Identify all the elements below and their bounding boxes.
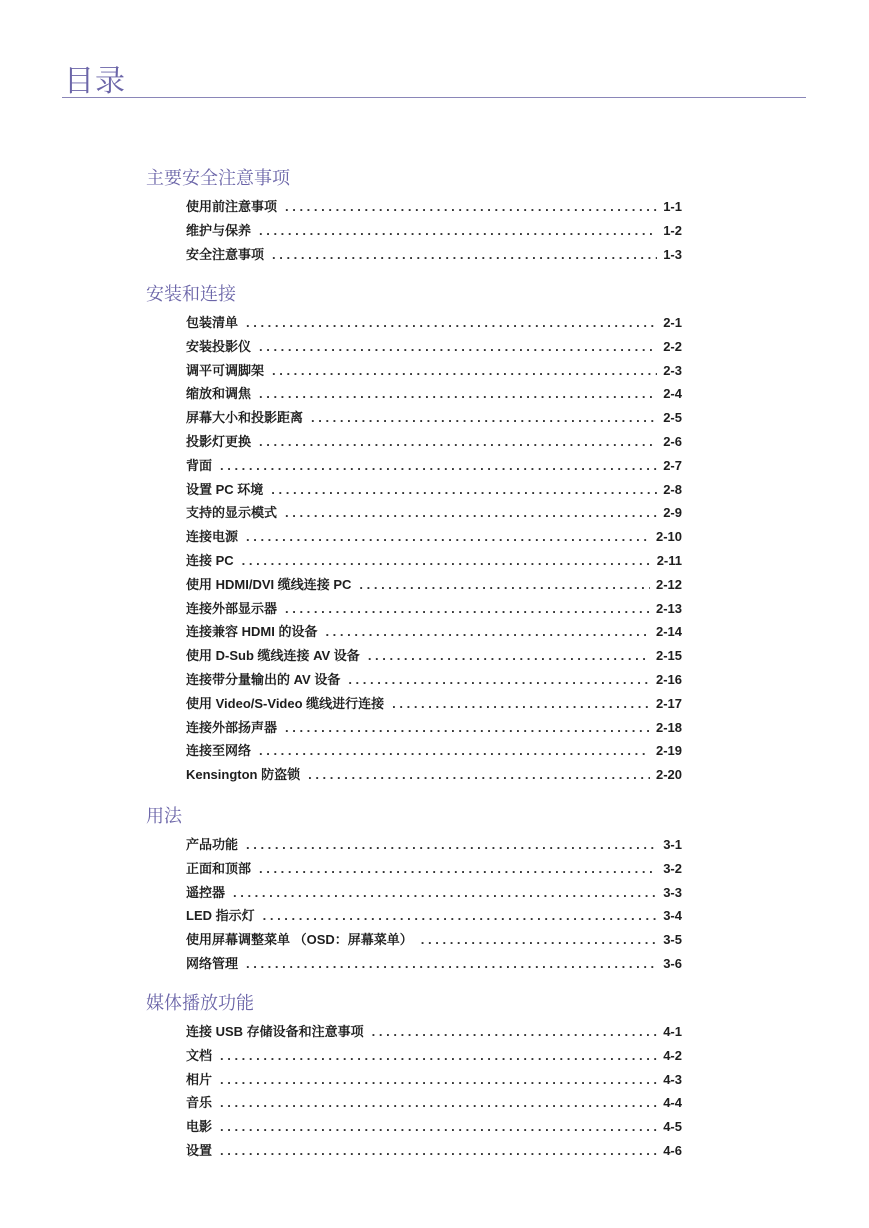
dot-leader	[272, 245, 657, 265]
toc-entry[interactable]	[186, 906, 682, 926]
toc-entry-label: 投影灯更换	[186, 434, 252, 449]
dot-leader	[359, 575, 650, 595]
section-title: 用法	[146, 806, 182, 827]
toc-entry[interactable]	[186, 1117, 682, 1137]
toc-entry-page-number: 4-3	[663, 1071, 682, 1087]
toc-entry[interactable]	[186, 313, 682, 333]
toc-entry-label: 包装清单	[186, 315, 239, 330]
toc-entry-label: 设置 PC 环境	[186, 481, 264, 497]
toc-entry-page-number: 2-10	[655, 529, 682, 545]
toc-entry-page-number: 2-6	[663, 434, 682, 449]
section-title: 安装和连接	[146, 284, 236, 305]
toc-entry-label: 相片	[186, 1071, 213, 1087]
dot-leader	[372, 1022, 658, 1042]
toc-entry[interactable]	[186, 432, 682, 452]
toc-entry-page-number: 2-9	[663, 505, 682, 521]
toc-entry[interactable]	[186, 1022, 682, 1042]
dot-leader	[308, 765, 650, 785]
toc-entry[interactable]	[186, 480, 682, 500]
toc-entry-page-number: 3-1	[663, 837, 682, 852]
dot-leader	[285, 599, 650, 619]
section-title: 媒体播放功能	[146, 993, 254, 1014]
toc-entry-label: 背面	[186, 457, 213, 473]
toc-entry-label: 电影	[186, 1119, 213, 1135]
toc-entry[interactable]	[186, 503, 682, 523]
dot-leader	[285, 718, 650, 738]
toc-entry-page-number: 2-5	[663, 410, 682, 426]
dot-leader	[220, 1093, 657, 1113]
toc-entry-page-number: 4-6	[663, 1143, 682, 1158]
toc-entry-page-number: 2-14	[655, 624, 682, 640]
dot-leader	[421, 930, 657, 950]
dot-leader	[233, 883, 657, 903]
toc-entry-label: 使用 D-Sub 缆线连接 AV 设备	[186, 648, 360, 664]
toc-entry-page-number: 2-4	[663, 386, 682, 402]
toc-entry-page-number: 2-17	[655, 695, 682, 711]
toc-entry-page-number: 1-2	[663, 222, 682, 238]
toc-entry[interactable]	[186, 883, 682, 903]
toc-entry-label: 使用 HDMI/DVI 缆线连接 PC	[186, 576, 352, 592]
toc-entry-page-number: 2-12	[655, 576, 682, 592]
dot-leader	[285, 503, 657, 523]
toc-entry-label: 连接 USB 存储设备和注意事项	[186, 1024, 364, 1039]
toc-entry[interactable]	[186, 197, 682, 217]
toc-entry-label: 使用屏幕调整菜单 （OSD：屏幕菜单）	[186, 932, 413, 948]
toc-entry-label: 连接带分量输出的 AV 设备	[186, 672, 341, 687]
toc-entry[interactable]	[186, 1141, 682, 1161]
toc-entry[interactable]	[186, 408, 682, 428]
dot-leader	[220, 1070, 657, 1090]
dot-leader	[263, 906, 658, 926]
dot-leader	[220, 1117, 657, 1137]
dot-leader	[259, 741, 650, 761]
toc-entry[interactable]	[186, 456, 682, 476]
dot-leader	[246, 527, 650, 547]
dot-leader	[246, 835, 657, 855]
dot-leader	[368, 646, 650, 666]
toc-entry-page-number: 2-16	[655, 672, 682, 687]
toc-entry[interactable]	[186, 1070, 682, 1090]
toc-entry-page-number: 3-3	[663, 884, 682, 900]
toc-entry-page-number: 3-2	[663, 860, 682, 876]
toc-entry-label: 缩放和调焦	[186, 386, 252, 402]
toc-entry-page-number: 2-3	[663, 362, 682, 378]
toc-entry-label: 使用前注意事项	[186, 199, 278, 214]
toc-entry-page-number: 2-2	[663, 338, 682, 354]
toc-entry-label: 文档	[186, 1047, 213, 1063]
toc-entry[interactable]	[186, 741, 682, 761]
toc-entry[interactable]	[186, 384, 682, 404]
toc-entry[interactable]	[186, 694, 682, 714]
toc-entry-label: Kensington 防盗锁	[186, 767, 301, 783]
toc-entry-label: 调平可调脚架	[186, 362, 265, 378]
toc-entry[interactable]	[186, 337, 682, 357]
dot-leader	[348, 670, 650, 690]
toc-entry-page-number: 1-1	[663, 199, 682, 214]
toc-entry[interactable]	[186, 718, 682, 738]
toc-entry-page-number: 2-7	[663, 457, 682, 473]
toc-entry-label: 连接 PC	[186, 553, 234, 568]
toc-entry[interactable]	[186, 551, 682, 571]
toc-entry[interactable]	[186, 599, 682, 619]
dot-leader	[246, 313, 657, 333]
section-title: 主要安全注意事项	[146, 168, 290, 189]
toc-entry-page-number: 4-2	[663, 1047, 682, 1063]
toc-entry-page-number: 4-1	[663, 1024, 682, 1039]
toc-entry[interactable]	[186, 930, 682, 950]
toc-entry-page-number: 3-5	[663, 932, 682, 948]
page-title: 目录	[64, 64, 126, 99]
toc-entry-label: 遥控器	[186, 884, 226, 900]
toc-entry-page-number: 2-19	[655, 743, 682, 759]
toc-entry-page-number: 2-13	[655, 600, 682, 616]
toc-entry[interactable]	[186, 646, 682, 666]
dot-leader	[220, 456, 657, 476]
dot-leader	[246, 954, 657, 974]
toc-entry[interactable]	[186, 1046, 682, 1066]
dot-leader	[220, 1141, 657, 1161]
toc-entry[interactable]	[186, 245, 682, 265]
toc-entry-label: 连接外部扬声器	[186, 719, 278, 735]
dot-leader	[242, 551, 651, 571]
toc-entry[interactable]	[186, 765, 682, 785]
toc-entry-label: 安装投影仪	[186, 338, 252, 354]
toc-entry[interactable]	[186, 835, 682, 855]
toc-entry[interactable]	[186, 221, 682, 241]
toc-entry[interactable]	[186, 361, 682, 381]
toc-entry-label: 支持的显示模式	[186, 505, 278, 521]
dot-leader	[271, 480, 657, 500]
toc-entry-label: 音乐	[186, 1095, 213, 1111]
toc-entry-page-number: 2-18	[655, 719, 682, 735]
toc-entry-label: 连接外部显示器	[186, 600, 278, 616]
toc-entry-label: 屏幕大小和投影距离	[186, 410, 304, 426]
dot-leader	[392, 694, 650, 714]
dot-leader	[259, 859, 657, 879]
toc-entry-page-number: 2-11	[656, 553, 682, 568]
toc-entry-label: 连接兼容 HDMI 的设备	[186, 624, 318, 640]
toc-entry-label: 正面和顶部	[186, 860, 252, 876]
dot-leader	[311, 408, 657, 428]
dot-leader	[220, 1046, 657, 1066]
dot-leader	[325, 622, 650, 642]
toc-entry-page-number: 2-15	[655, 648, 682, 664]
toc-entry[interactable]	[186, 1093, 682, 1113]
toc-entry-page-number: 2-1	[663, 315, 682, 330]
toc-entry-label: 维护与保养	[186, 222, 252, 238]
toc-entry-label: 设置	[186, 1143, 213, 1158]
toc-entry-page-number: 1-3	[663, 246, 682, 262]
toc-entry[interactable]	[186, 954, 682, 974]
toc-entry[interactable]	[186, 575, 682, 595]
dot-leader	[259, 432, 657, 452]
toc-entry-label: 连接电源	[186, 529, 239, 545]
toc-entry-page-number: 4-4	[663, 1095, 682, 1111]
toc-entry-label: 安全注意事项	[186, 246, 265, 262]
toc-entry-page-number: 4-5	[663, 1119, 682, 1135]
toc-entry[interactable]	[186, 859, 682, 879]
toc-entry-label: 使用 Video/S-Video 缆线进行连接	[186, 695, 385, 711]
dot-leader	[259, 221, 657, 241]
toc-entry-page-number: 3-6	[663, 956, 682, 971]
toc-entry[interactable]	[186, 527, 682, 547]
toc-entry-label: 连接至网络	[186, 743, 252, 759]
toc-entry[interactable]	[186, 622, 682, 642]
dot-leader	[272, 361, 657, 381]
dot-leader	[285, 197, 657, 217]
toc-entry-label: 产品功能	[186, 837, 239, 852]
toc-entry-page-number: 2-20	[655, 767, 682, 783]
toc-entry[interactable]	[186, 670, 682, 690]
toc-entry-label: LED 指示灯	[186, 908, 255, 924]
dot-leader	[259, 337, 657, 357]
title-divider	[62, 97, 806, 98]
toc-entry-page-number: 3-4	[663, 908, 682, 924]
dot-leader	[259, 384, 657, 404]
toc-entry-label: 网络管理	[186, 956, 239, 971]
toc-entry-page-number: 2-8	[663, 481, 682, 497]
